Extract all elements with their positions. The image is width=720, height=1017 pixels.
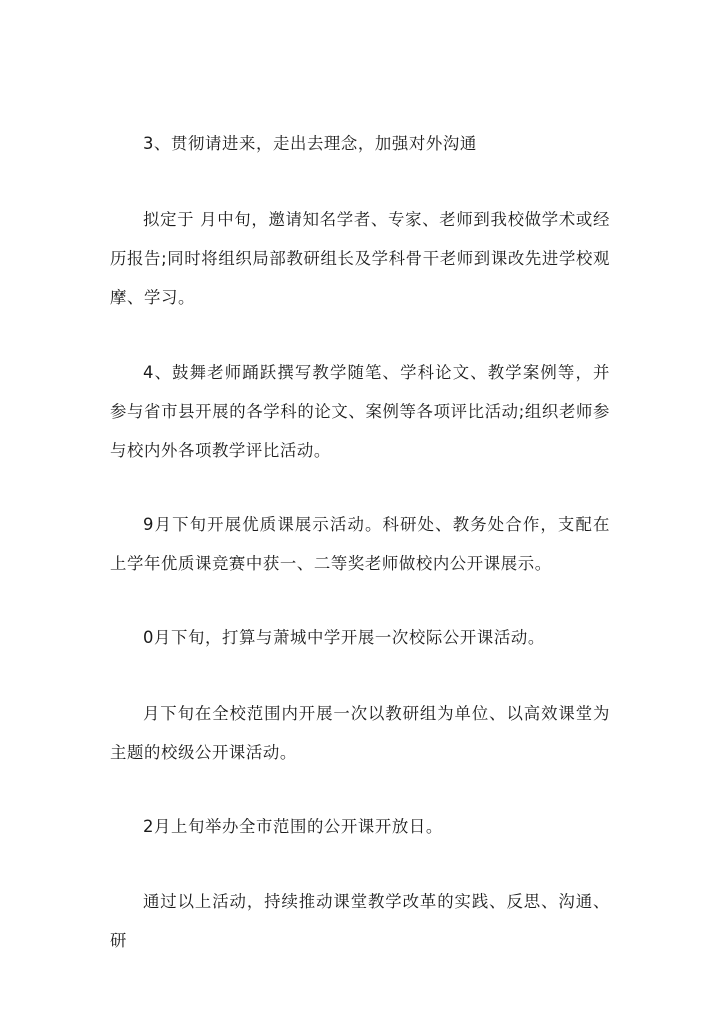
paragraph-invite-experts: 拟定于 月中旬，邀请知名学者、专家、老师到我校做学术或经历报告;同时将组织局部教研组长及学科骨干老师到课改先进学校观摩、学习。 xyxy=(110,210,610,307)
paragraph-summary: 通过以上活动，持续推动课堂教学改革的实践、反思、沟通、研 xyxy=(110,892,610,950)
paragraph-october-exchange: 0月下旬，打算与萧城中学开展一次校际公开课活动。 xyxy=(143,628,545,647)
paragraph-schoolwide-open-class: 月下旬在全校范围内开展一次以教研组为单位、以高效课堂为主题的校级公开课活动。 xyxy=(110,704,610,762)
paragraph-section-3-heading: 3、贯彻请进来，走出去理念，加强对外沟通 xyxy=(143,134,477,153)
paragraph-section-4-encourage-writing: 4、鼓舞老师踊跃撰写教学随笔、学科论文、教学案例等，并参与省市县开展的各学科的论文、案例等各项评比活动;组织老师参与校内外各项教学评比活动。 xyxy=(110,363,610,460)
paragraph-open-day: 2月上旬举办全市范围的公开课开放日。 xyxy=(143,817,443,836)
paragraph-september-showcase: 9月下旬开展优质课展示活动。科研处、教务处合作，支配在上学年优质课竞赛中获一、二等奖老师做校内公开课展示。 xyxy=(110,515,610,573)
